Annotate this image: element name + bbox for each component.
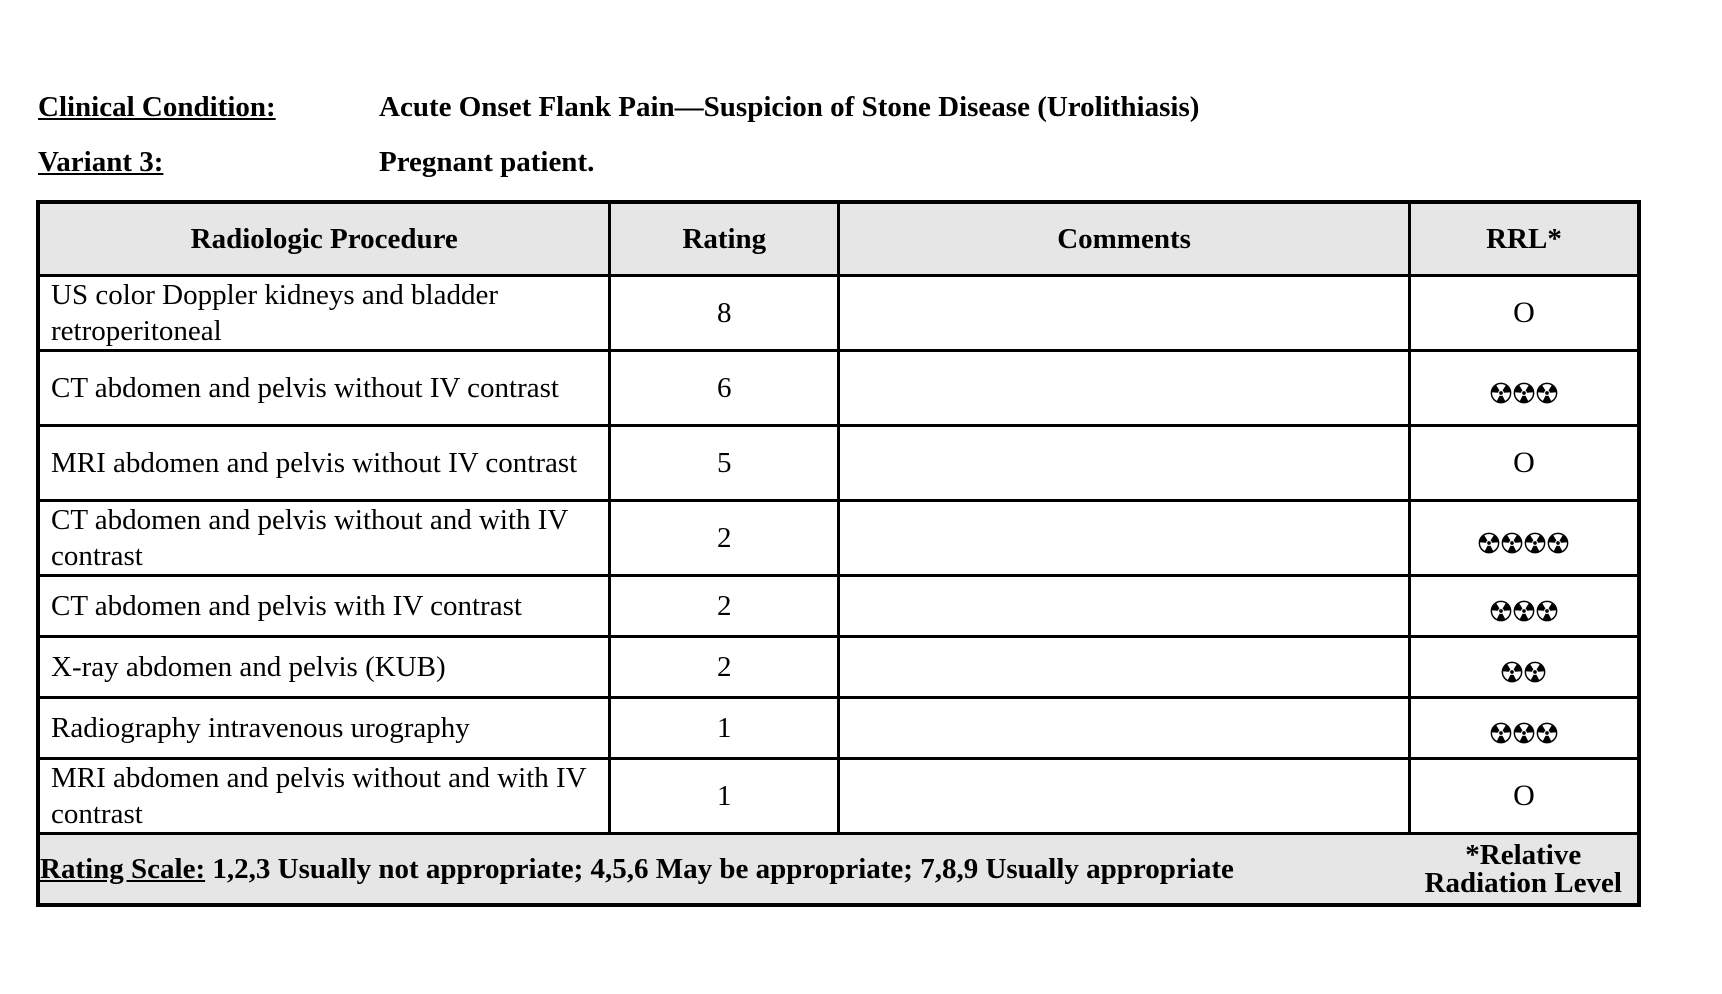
rating-cell: 8 bbox=[610, 276, 839, 351]
variant-label: Variant 3: bbox=[38, 146, 164, 178]
radiation-icon bbox=[1501, 658, 1523, 680]
radiation-icon bbox=[1536, 379, 1558, 401]
radiation-level-icons bbox=[1490, 719, 1558, 741]
comments-cell bbox=[839, 698, 1410, 759]
table-row bbox=[38, 276, 1639, 351]
column-header-comments: Comments bbox=[839, 202, 1410, 276]
radiation-icon bbox=[1478, 529, 1500, 551]
table-header-row bbox=[38, 202, 1639, 276]
column-header-rrl: RRL* bbox=[1409, 202, 1639, 276]
variant-value: Pregnant patient. bbox=[379, 146, 595, 178]
rrl-cell bbox=[1409, 351, 1639, 426]
radiation-icon bbox=[1513, 379, 1535, 401]
rrl-none-value: O bbox=[1513, 779, 1535, 812]
radiation-icon bbox=[1547, 529, 1569, 551]
table-row bbox=[38, 426, 1639, 501]
rating-cell: 5 bbox=[610, 426, 839, 501]
radiation-icon bbox=[1536, 719, 1558, 741]
procedure-cell: MRI abdomen and pelvis without IV contrast bbox=[38, 426, 610, 501]
comments-cell bbox=[839, 576, 1410, 637]
rrl-cell bbox=[1409, 576, 1639, 637]
radiation-level-icons bbox=[1478, 529, 1569, 551]
rating-scale bbox=[38, 834, 1409, 906]
comments-cell bbox=[839, 501, 1410, 576]
procedure-cell: CT abdomen and pelvis with IV contrast bbox=[38, 576, 610, 637]
comments-cell bbox=[839, 426, 1410, 501]
comments-cell bbox=[839, 759, 1410, 834]
rating-scale-text: 1,2,3 Usually not appropriate; 4,5,6 May be appropriate; 7,8,9 Usually appropriate bbox=[205, 852, 1234, 885]
rrl-cell bbox=[1409, 501, 1639, 576]
procedure-table bbox=[36, 200, 1641, 907]
column-header-rating: Rating bbox=[610, 202, 839, 276]
radiation-level-icons bbox=[1501, 658, 1546, 680]
radiation-icon bbox=[1536, 597, 1558, 619]
procedure-cell: US color Doppler kidneys and bladder retroperitoneal bbox=[38, 276, 610, 351]
radiation-icon bbox=[1490, 719, 1512, 741]
comments-cell bbox=[839, 276, 1410, 351]
rrl-none-value: O bbox=[1513, 296, 1535, 329]
table-row bbox=[38, 698, 1639, 759]
radiation-icon bbox=[1490, 379, 1512, 401]
table-footer-row bbox=[38, 834, 1639, 906]
radiation-level-icons bbox=[1490, 379, 1558, 401]
radiation-icon bbox=[1501, 529, 1523, 551]
procedure-cell: MRI abdomen and pelvis without and with IV contrast bbox=[38, 759, 610, 834]
procedure-cell: CT abdomen and pelvis without and with IV contrast bbox=[38, 501, 610, 576]
radiation-icon bbox=[1513, 719, 1535, 741]
rating-cell: 1 bbox=[610, 759, 839, 834]
clinical-condition-label: Clinical Condition: bbox=[38, 91, 276, 123]
rrl-note-line2: Radiation Level bbox=[1424, 867, 1622, 899]
rrl-none-value: O bbox=[1513, 446, 1535, 479]
table-row bbox=[38, 501, 1639, 576]
procedure-cell: X-ray abdomen and pelvis (KUB) bbox=[38, 637, 610, 698]
table-row bbox=[38, 576, 1639, 637]
column-header-procedure: Radiologic Procedure bbox=[38, 202, 610, 276]
procedure-cell: Radiography intravenous urography bbox=[38, 698, 610, 759]
rrl-cell bbox=[1409, 759, 1639, 834]
radiation-icon bbox=[1524, 529, 1546, 551]
table-row bbox=[38, 351, 1639, 426]
rating-cell: 2 bbox=[610, 576, 839, 637]
comments-cell bbox=[839, 637, 1410, 698]
rating-cell: 2 bbox=[610, 637, 839, 698]
rrl-cell bbox=[1409, 698, 1639, 759]
radiation-icon bbox=[1524, 658, 1546, 680]
rrl-note bbox=[1409, 834, 1639, 906]
rating-cell: 2 bbox=[610, 501, 839, 576]
rating-scale-label: Rating Scale: bbox=[40, 852, 206, 885]
rrl-cell bbox=[1409, 276, 1639, 351]
radiation-level-icons bbox=[1490, 597, 1558, 619]
radiation-icon bbox=[1490, 597, 1512, 619]
rrl-note-line1: *Relative bbox=[1465, 839, 1582, 871]
rrl-cell bbox=[1409, 426, 1639, 501]
table-row bbox=[38, 637, 1639, 698]
procedure-cell: CT abdomen and pelvis without IV contrast bbox=[38, 351, 610, 426]
clinical-condition-value: Acute Onset Flank Pain—Suspicion of Stone Disease (Urolithiasis) bbox=[379, 91, 1200, 123]
rating-cell: 1 bbox=[610, 698, 839, 759]
radiation-icon bbox=[1513, 597, 1535, 619]
table-row bbox=[38, 759, 1639, 834]
comments-cell bbox=[839, 351, 1410, 426]
rrl-cell bbox=[1409, 637, 1639, 698]
rating-cell: 6 bbox=[610, 351, 839, 426]
